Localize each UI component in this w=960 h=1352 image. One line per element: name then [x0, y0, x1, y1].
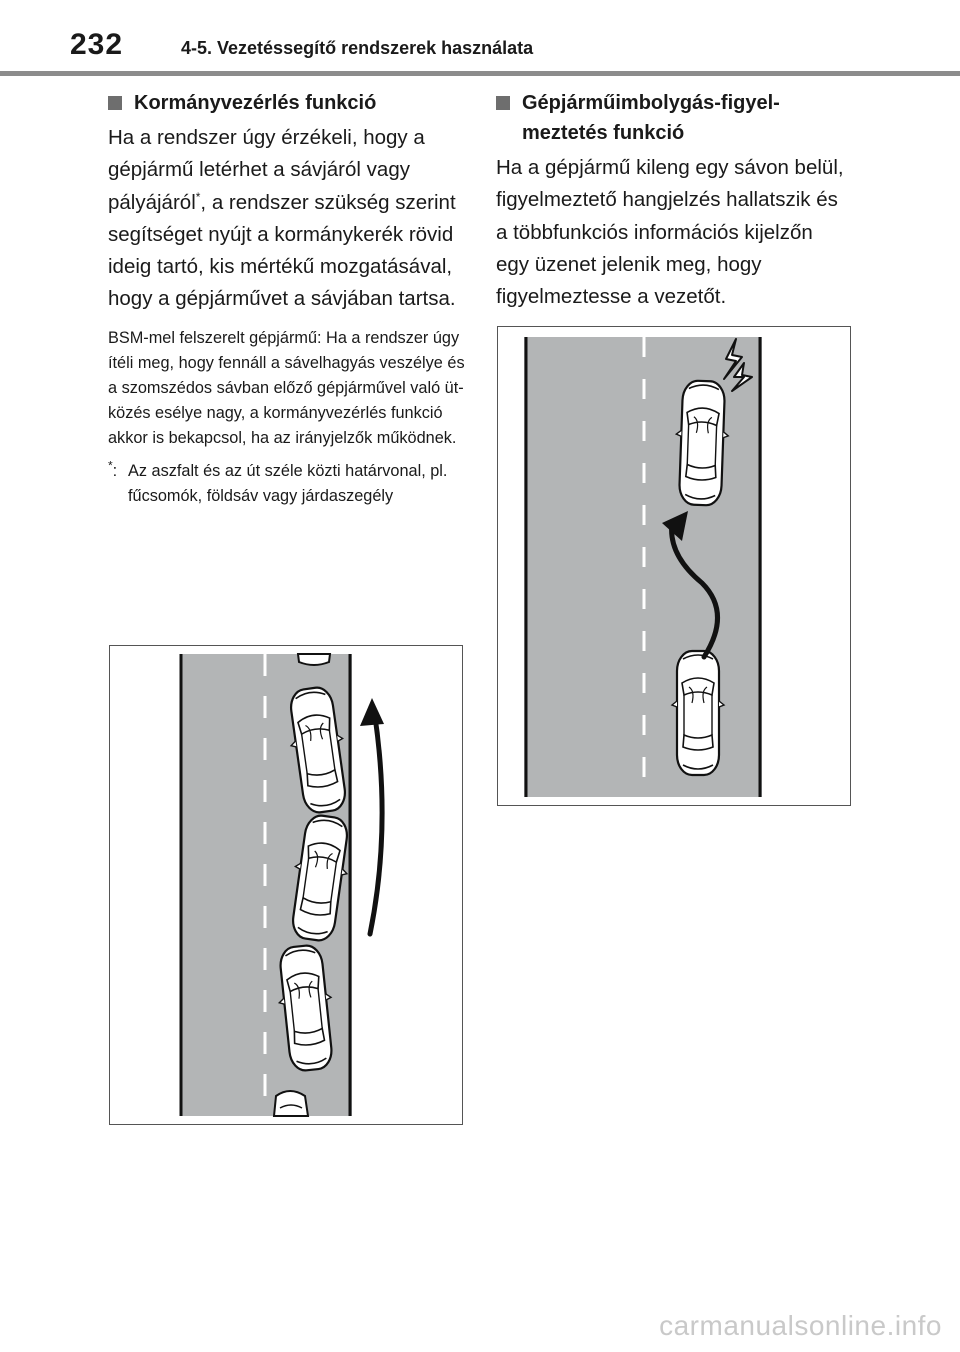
heading-text: Kormányvezérlés funkció	[134, 92, 377, 114]
car-upper	[674, 380, 730, 506]
page-number: 232	[70, 28, 124, 61]
sway-illustration	[498, 327, 850, 805]
footnote-mark: *:	[108, 458, 118, 480]
bsm-note: BSM-mel felszerelt gépjármű: Ha a rendszer úgy ítéli meg, hogy fennáll a sávelhagyás veszélye és a szomszédos sávban előző gépjárművel való ütközés esélye nagy, a kormányvezérlés funkció akkor is bekapcsol, ha az irányjelzők működnek.	[108, 328, 465, 447]
figure-vehicle-sway	[497, 326, 851, 806]
right-column	[496, 88, 850, 313]
correction-arrow-head	[360, 698, 384, 726]
footnote-reference: *	[195, 189, 201, 204]
chapter-title: 4-5. Vezetéssegítő rendszerek használata	[181, 38, 534, 58]
footnote-text: Az aszfalt és az út széle közti határvonal, pl. fűcsomók, földsáv vagy járdaszegély	[128, 461, 448, 505]
section-heading-steering	[108, 88, 474, 118]
car-bottom-clipped	[274, 1091, 308, 1116]
car-top-clipped	[298, 654, 330, 665]
correction-arrow-shaft	[370, 710, 382, 934]
header-divider	[0, 71, 960, 76]
heading-text: Gépjárműimbolygás-figyelmeztetés funkció	[522, 92, 780, 144]
paragraph-part-2: , a rendszer szükség szerint segítséget nyújt a kormánykerék rövid ideig tartó, kis mértékű mozgatásával, hogy a gépjárművet a sávjában tartsa.	[108, 190, 456, 311]
steering-paragraph	[108, 122, 474, 316]
square-bullet-icon	[108, 96, 122, 110]
steering-illustration	[110, 646, 462, 1124]
square-bullet-icon	[496, 96, 510, 110]
figure-steering-control	[109, 645, 463, 1125]
sway-paragraph: Ha a gépjármű kileng egy sávon belül, figyelmeztető hangjelzés hallatszik és a többfunkciós információs kijelzőn egy üzenet jelenik meg, hogy figyelmeztesse a vezetőt.	[496, 156, 844, 309]
watermark: carmanualsonline.info	[659, 1310, 942, 1341]
footnote	[108, 459, 474, 509]
left-column	[108, 88, 474, 509]
car-lower	[672, 651, 724, 775]
section-heading-sway	[496, 88, 850, 148]
paragraph-part-1: Ha a rendszer úgy érzékeli, hogy a gépjármű letérhet a sávjáról vagy pályájáról	[108, 126, 425, 214]
